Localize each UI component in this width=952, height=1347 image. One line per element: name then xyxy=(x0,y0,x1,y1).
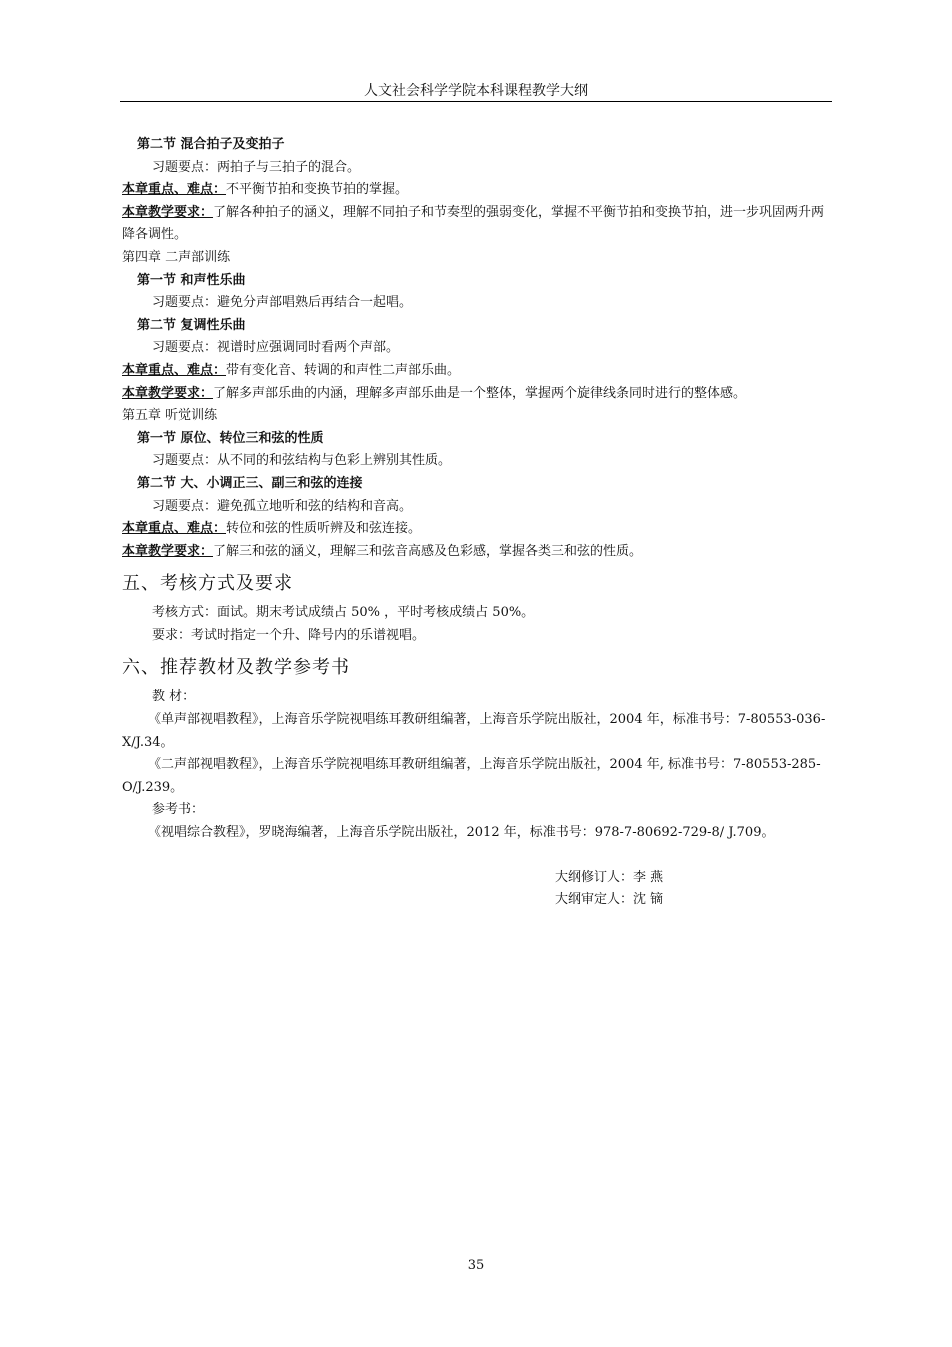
section-heading-assessment: 五、考核方式及要求 xyxy=(122,573,293,595)
key-points xyxy=(122,518,832,541)
teaching-requirement xyxy=(122,202,832,247)
requirement-text: 了解三和弦的涵义，理解三和弦音高感及色彩感，掌握各类三和弦的性质。 xyxy=(213,543,643,559)
key-points xyxy=(122,179,832,202)
chapter-title: 第四章 二声部训练 xyxy=(122,249,231,265)
section-title: 第二节 复调性乐曲 xyxy=(137,317,246,333)
textbook-label: 教 材： xyxy=(152,689,196,705)
key-points-text: 转位和弦的性质听辨及和弦连接。 xyxy=(226,521,422,537)
teaching-requirement xyxy=(122,383,832,406)
requirement-label: 本章教学要求： xyxy=(122,543,214,559)
key-points xyxy=(122,360,832,383)
assessment-requirement: 要求：考试时指定一个升、降号内的乐谱视唱。 xyxy=(152,627,426,643)
key-points-label: 本章重点、难点： xyxy=(122,362,227,378)
practice-note: 习题要点：避免孤立地听和弦的结构和音高。 xyxy=(152,498,413,514)
key-points-text: 不平衡节拍和变换节拍的掌握。 xyxy=(226,182,409,198)
outline-reviewer: 大纲审定人：沈 镝 xyxy=(555,892,664,908)
requirement-text: 了解多声部乐曲的内涵，理解多声部乐曲是一个整体，掌握两个旋律线条同时进行的整体感。 xyxy=(213,385,747,401)
reference-entry: 《视唱综合教程》，罗晓海编著，上海音乐学院出版社，2012 年，标准书号：978-7-80692-729-8/ J.709。 xyxy=(148,825,775,841)
key-points-label: 本章重点、难点： xyxy=(122,182,227,198)
textbook-entry: 《单声部视唱教程》，上海音乐学院视唱练耳教研组编著，上海音乐学院出版社，2004 年，标准书号：7-80553-036-X/J.34。 xyxy=(122,712,826,750)
requirement-label: 本章教学要求： xyxy=(122,204,214,220)
practice-note: 习题要点：两拍子与三拍子的混合。 xyxy=(152,159,361,175)
section-title: 第二节 大、小调正三、副三和弦的连接 xyxy=(137,475,363,491)
page-header: 人文社会科学学院本科课程教学大纲 xyxy=(364,83,588,99)
page-number: 35 xyxy=(467,1258,485,1273)
requirement-text: 了解各种拍子的涵义，理解不同拍子和节奏型的强弱变化，掌握不平衡节拍和变换节拍，进一步巩固两升两降各调性。 xyxy=(122,204,825,243)
practice-note: 习题要点：从不同的和弦结构与色彩上辨别其性质。 xyxy=(152,453,452,469)
textbook-entry: 《二声部视唱教程》，上海音乐学院视唱练耳教研组编著，上海音乐学院出版社，2004 年, 标准书号：7-80553-285-O/J.239。 xyxy=(122,757,821,795)
assessment-method: 考核方式：面试。期末考试成绩占 50% ，平时考核成绩占 50%。 xyxy=(152,605,535,621)
outline-reviser: 大纲修订人：李 燕 xyxy=(555,869,664,885)
chapter-title: 第五章 听觉训练 xyxy=(122,408,218,424)
reference-label: 参考书： xyxy=(152,802,205,818)
document-body xyxy=(122,134,832,912)
key-points-text: 带有变化音、转调的和声性二声部乐曲。 xyxy=(226,362,461,378)
practice-note: 习题要点：视谱时应强调同时看两个声部。 xyxy=(152,340,400,356)
key-points-label: 本章重点、难点： xyxy=(122,521,227,537)
section-title: 第二节 混合拍子及变拍子 xyxy=(137,137,285,152)
section-title: 第一节 和声性乐曲 xyxy=(137,272,246,288)
teaching-requirement xyxy=(122,541,832,564)
requirement-label: 本章教学要求： xyxy=(122,385,214,401)
section-heading-textbooks: 六、推荐教材及教学参考书 xyxy=(122,657,350,679)
section-title: 第一节 原位、转位三和弦的性质 xyxy=(137,430,324,446)
header-divider xyxy=(120,101,832,102)
practice-note: 习题要点：避免分声部唱熟后再结合一起唱。 xyxy=(152,295,413,311)
